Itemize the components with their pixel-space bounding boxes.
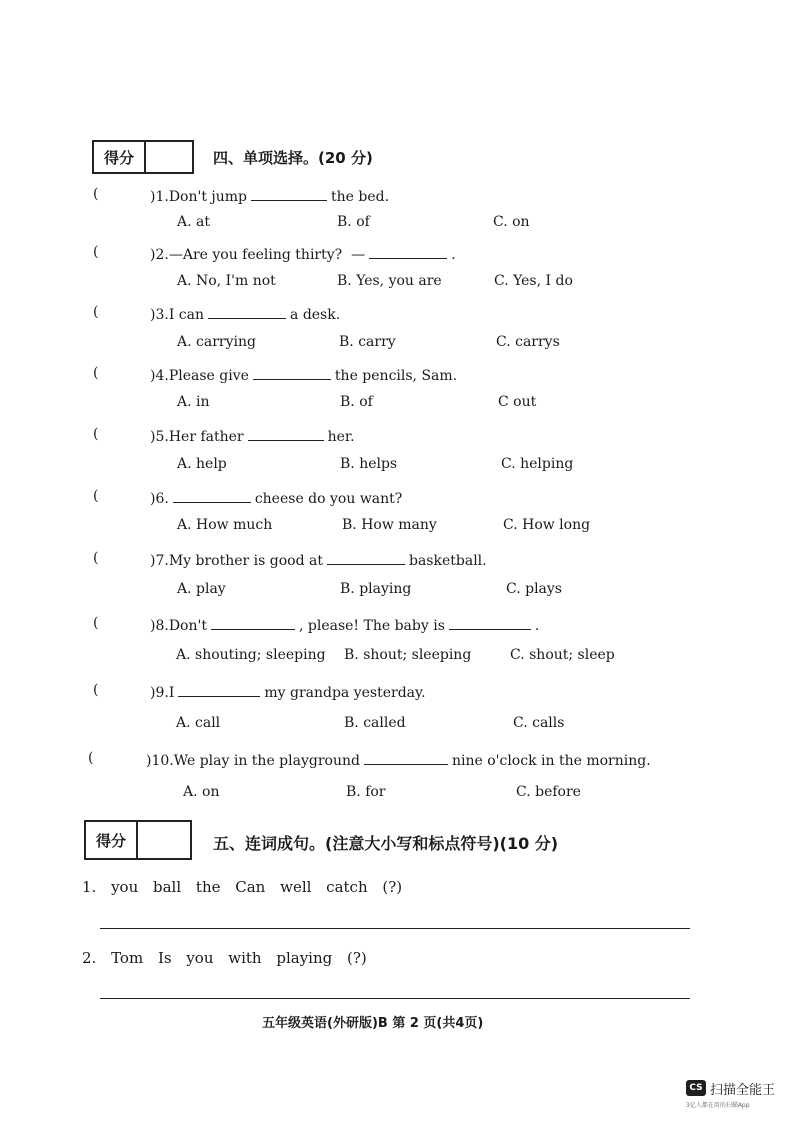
option-b: B. called [344,715,406,731]
answer-blank [327,550,405,565]
option-b: B. How many [342,517,437,533]
scanner-name: 扫描全能王 [710,1083,776,1098]
answer-line-1[interactable] [100,928,690,929]
option-b: B. carry [339,334,396,350]
page-footer: 五年级英语(外研版)B 第 2 页(共4页) [262,1016,484,1031]
answer-blank [364,750,448,765]
answer-blank [173,488,251,503]
option-c: C. helping [501,456,574,472]
answer-blank [178,682,260,697]
options-1 [0,214,794,236]
options-10 [0,784,794,806]
question-7: ( )7.My brother is good at basketball. [93,550,487,569]
score-box-section4 [92,140,194,174]
answer-paren[interactable]: ( [93,186,99,202]
options-5 [0,456,794,478]
options-2 [0,273,794,295]
option-b: B. playing [340,581,412,597]
answer-paren[interactable]: ( [93,426,99,442]
option-c: C. shout; sleep [510,647,615,663]
option-b: B. for [346,784,386,800]
options-8 [0,647,794,669]
option-b: B. shout; sleeping [344,647,472,663]
option-a: A. How much [177,517,273,533]
question-10: ( )10.We play in the playground nine o'clock in the morning. [88,750,651,769]
section4-title: 四、单项选择。(20 分) [213,149,373,167]
scanner-tagline: 3亿人都在用的扫描App [686,1102,750,1109]
options-6 [0,517,794,539]
option-c: C. carrys [496,334,560,350]
option-c: C. How long [503,517,591,533]
options-3 [0,334,794,356]
question-6: ( )6. cheese do you want? [93,488,403,507]
score-label: 得分 [94,142,146,172]
option-a: A. call [176,715,221,731]
score-blank[interactable] [138,822,190,858]
question-8: ( )8.Don't , please! The baby is . [93,615,540,634]
option-b: B. of [337,214,370,230]
option-a: A. help [177,456,227,472]
option-a: A. at [177,214,210,230]
question-1: ( )1.Don't jump the bed. [93,186,390,205]
section5-title: 五、连词成句。(注意大小写和标点符号)(10 分) [213,834,559,853]
option-b: B. helps [340,456,398,472]
option-b: B. of [340,394,373,410]
answer-blank [253,365,331,380]
answer-blank [369,244,447,259]
score-blank[interactable] [146,142,192,172]
answer-paren[interactable]: ( [93,682,99,698]
score-label: 得分 [86,822,138,858]
options-9 [0,715,794,737]
question-2: ( )2.—Are you feeling thirty? — . [93,244,456,263]
option-c: C. Yes, I do [494,273,573,289]
options-7 [0,581,794,603]
answer-paren[interactable]: ( [93,304,99,320]
reorder-item-2: 2. Tom Is you with playing (?) [82,949,367,967]
answer-paren[interactable]: ( [93,488,99,504]
answer-paren[interactable]: ( [93,615,99,631]
option-c: C. before [516,784,581,800]
option-a: A. carrying [177,334,256,350]
question-4: ( )4.Please give the pencils, Sam. [93,365,458,384]
question-9: ( )9.I my grandpa yesterday. [93,682,426,701]
answer-line-2[interactable] [100,998,690,999]
score-box-section5 [84,820,192,860]
answer-blank-2 [449,615,531,630]
option-c: C. on [493,214,530,230]
option-a: A. No, I'm not [177,273,276,289]
option-a: A. on [183,784,220,800]
question-5: ( )5.Her father her. [93,426,355,445]
option-c: C. calls [513,715,565,731]
answer-blank [248,426,324,441]
answer-blank [251,186,327,201]
answer-blank [208,304,286,319]
answer-paren[interactable]: ( [93,244,99,260]
scanner-logo-icon: CS [686,1080,706,1096]
option-b: B. Yes, you are [337,273,442,289]
option-c: C. plays [506,581,562,597]
option-c: C out [498,394,537,410]
options-4 [0,394,794,416]
answer-paren[interactable]: ( [93,365,99,381]
answer-paren[interactable]: ( [93,550,99,566]
question-3: ( )3.I can a desk. [93,304,341,323]
option-a: A. play [177,581,226,597]
option-a: A. in [177,394,210,410]
option-a: A. shouting; sleeping [176,647,326,663]
answer-paren[interactable]: ( [88,750,94,766]
reorder-item-1: 1. you ball the Can well catch (?) [82,878,403,896]
answer-blank-1 [211,615,295,630]
